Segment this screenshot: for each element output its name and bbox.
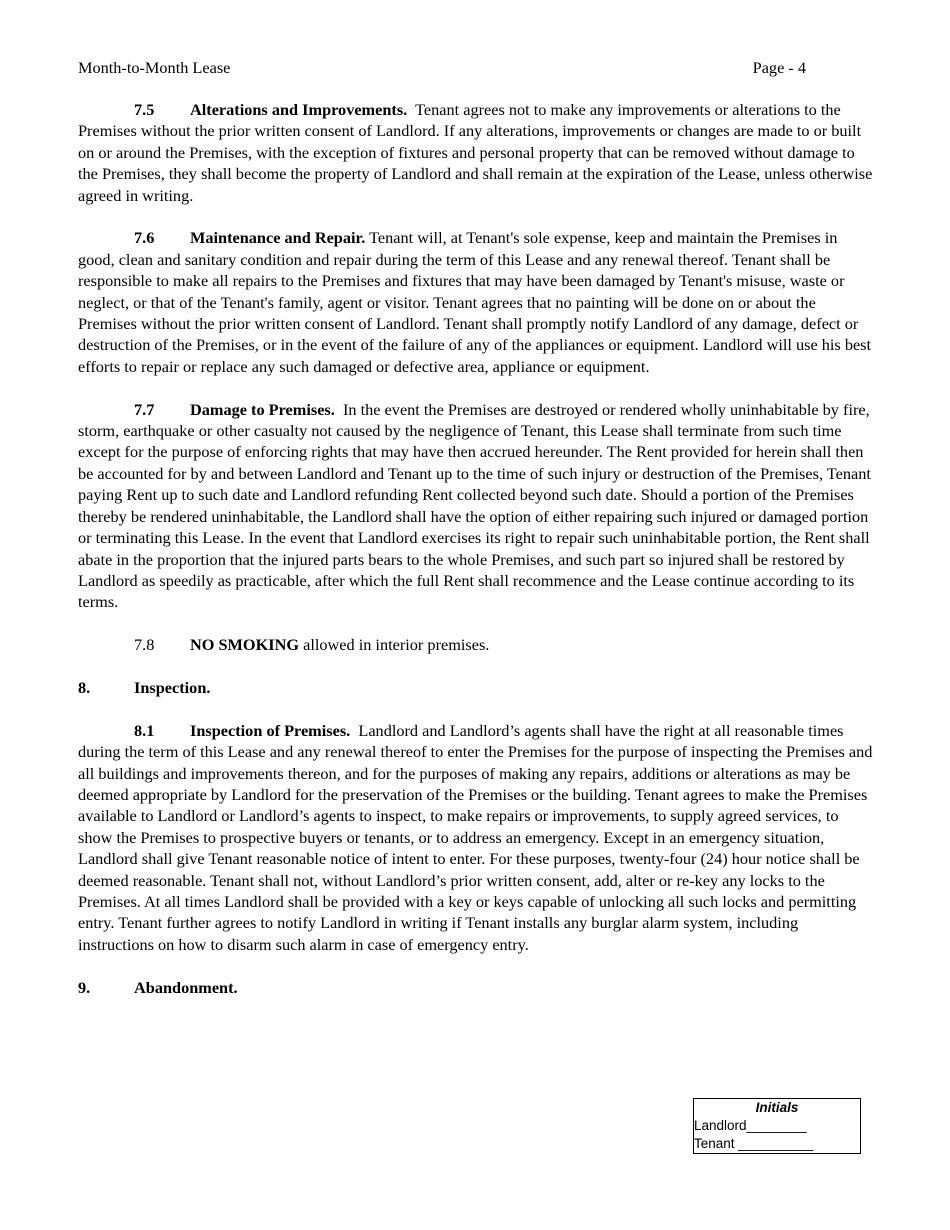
section-title: Alterations and Improvements.: [190, 100, 408, 119]
document-body: [78, 99, 874, 1019]
section-7-6: [78, 227, 874, 377]
section-title: Inspection of Premises.: [190, 720, 351, 740]
section-number: 7.7: [134, 399, 155, 419]
section-text: Landlord and Landlord’s agents shall have the right at all reasonable times during the term of this Lease and any renewal thereof to enter the Premises for the purpose of inspecting the Premises and all buildings and improvements thereon, and for the purposes of making any repairs, additions or alterations as may be deemed appropriate by Landlord for the preservation of the Premises or the building. Tenant agrees to make the Premises available to Landlord or Landlord’s agents to inspect, to make repairs or improvements, to supply agreed services, to show the Premises to prospective buyers or tenants, or to address an emergency. Except in an emergency situation, Landlord shall give Tenant reasonable notice of intent to enter. For these purposes, twenty-four (24) hour notice shall be deemed reasonable. Tenant shall not, without Landlord’s prior written consent, add, alter or re-key any locks to the Premises. At all times Landlord shall be provided with a key or keys capable of unlocking all such locks and permitting entry. Tenant further agrees to notify Landlord in writing if Tenant installs any burglar alarm system, including instructions on how to disarm such alarm in case of emergency entry.: [78, 720, 873, 954]
page-number: Page - 4: [752, 58, 806, 77]
heading-title: Abandonment.: [134, 977, 238, 997]
section-text: allowed in interior premises.: [303, 635, 490, 655]
document-title: Month-to-Month Lease: [78, 58, 231, 77]
section-7-7: [78, 399, 874, 613]
heading-number: 8.: [78, 677, 91, 697]
section-text: In the event the Premises are destroyed or rendered wholly uninhabitable by fire, storm, earthquake or other casualty not caused by the negligence of Tenant, this Lease shall terminate from such time except for the purpose of enforcing rights that may have then accrued hereunder. The Rent provided for herein shall then be accounted for by and between Landlord and Tenant up to the time of such injury or destruction of the Premises, Tenant paying Rent up to such date and Landlord refunding Rent collected beyond such date. Should a portion of the Premises thereby be rendered uninhabitable, the Landlord shall have the option of either repairing such injured or damaged portion or terminating this Lease. In the event that Landlord exercises its right to repair such uninhabitable portion, the Rent shall abate in the proportion that the injured parts bears to the whole Premises, and such part so injured shall be restored by Landlord as speedily as practicable, after which the full Rent shall recommence and the Lease continue according to its terms.: [78, 399, 871, 612]
heading-9: [78, 977, 874, 998]
initials-title: Initials: [755, 1100, 799, 1115]
section-title: Maintenance and Repair.: [190, 228, 366, 248]
page-header: [78, 57, 806, 79]
section-8-1: [78, 720, 874, 955]
heading-8: [78, 677, 874, 698]
heading-number: 9.: [78, 977, 91, 997]
heading-title: Inspection.: [134, 677, 211, 697]
initials-box: [693, 1098, 861, 1154]
section-number: 7.5: [134, 100, 155, 119]
section-7-8: [78, 634, 874, 655]
section-text: Tenant agrees not to make any improvements or alterations to the Premises without the prior written consent of Landlord. If any alterations, improvements or changes are made to or built on or around the Premises, with the exception of fixtures and personal property that can be removed without damage to the Premises, they shall become the property of Landlord and shall remain at the expiration of the Lease, unless otherwise agreed in writing.: [78, 100, 873, 205]
section-title: Damage to Premises.: [190, 399, 335, 419]
section-text: Tenant will, at Tenant's sole expense, keep and maintain the Premises in good, clean and sanitary condition and repair during the term of this Lease and any renewal thereof. Tenant shall be responsible to make all repairs to the Premises and fixtures that may have been damaged by Tenant's misuse, waste or neglect, or that of the Tenant's family, agent or visitor. Tenant agrees that no painting will be done on or about the Premises without the prior written consent of Landlord. Tenant shall promptly notify Landlord of any damage, defect or destruction of the Premises, or in the event of the failure of any of the appliances or equipment. Landlord will use his best efforts to repair or replace any such damaged or defective area, appliance or equipment.: [78, 228, 872, 376]
section-title: NO SMOKING: [190, 635, 300, 655]
section-7-5: [78, 99, 874, 206]
section-number: 8.1: [134, 720, 155, 740]
section-number: 7.8: [134, 635, 155, 655]
tenant-initials-line[interactable]: Tenant __________: [694, 1136, 814, 1151]
section-number: 7.6: [134, 228, 155, 248]
landlord-initials-line[interactable]: Landlord________: [694, 1118, 807, 1133]
